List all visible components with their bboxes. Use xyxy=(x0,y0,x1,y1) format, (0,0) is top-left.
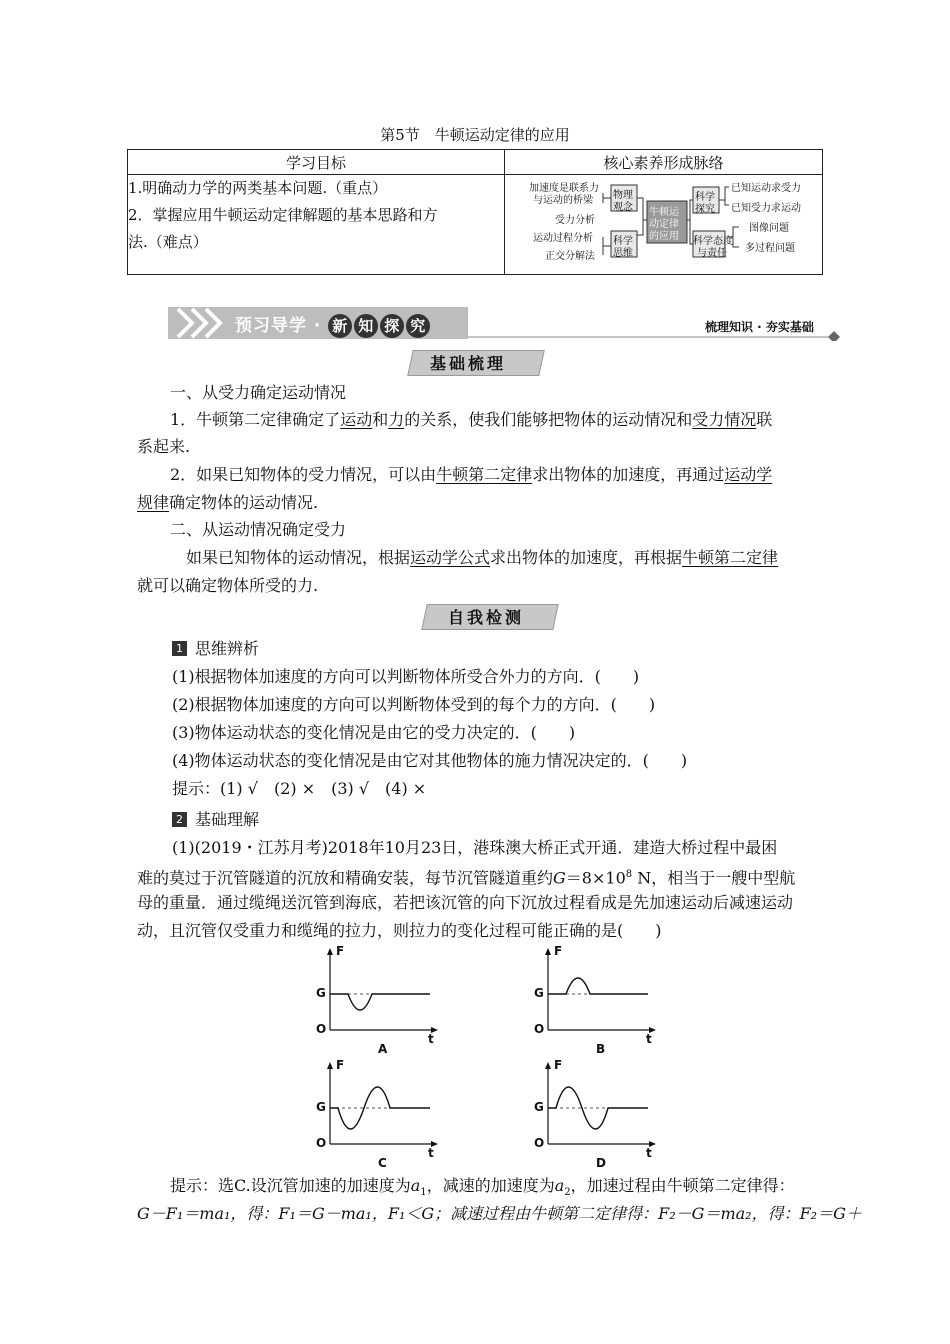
basics-p3 xyxy=(186,545,778,571)
banner-char-2: 知 xyxy=(354,314,378,338)
ans-a2: a xyxy=(554,1176,565,1195)
axis-t-label: t xyxy=(428,1032,434,1046)
p1-d: 联 xyxy=(756,410,773,429)
section-1-label: 思维辨析 xyxy=(195,639,260,658)
basics-heading: 基础梳理 xyxy=(430,354,507,373)
mm-phys2: 观念 xyxy=(613,202,633,213)
mm-r2: 已知受力求运动 xyxy=(731,203,801,214)
graph-plot xyxy=(320,946,450,1042)
section-2-label: 基础理解 xyxy=(195,810,260,829)
axis-t-label: t xyxy=(428,1146,434,1160)
graph-option-d xyxy=(534,1058,668,1172)
basics-h1: 一、从受力确定运动情况 xyxy=(170,383,347,402)
mm-attitude: 科学态度 xyxy=(693,236,733,247)
mm-motion: 运动过程分析 xyxy=(533,233,593,244)
goal-1: 1.明确动力学的两类基本问题.（重点） xyxy=(128,179,388,197)
basics-p2-end xyxy=(137,490,318,516)
p3-a: 如果已知物体的运动情况，根据 xyxy=(186,548,411,567)
ans-b: ，减速的加速度为 xyxy=(426,1176,555,1195)
option-label: C xyxy=(378,1156,387,1170)
mm-attitude2: 与责任 xyxy=(697,248,727,259)
graph-option-c xyxy=(316,1058,450,1172)
axis-f-label: F xyxy=(336,1058,345,1072)
goals-cell xyxy=(128,175,505,275)
mm-accel2: 与运动的桥梁 xyxy=(533,195,593,206)
mindmap-header: 核心素养形成脉络 xyxy=(505,150,823,175)
graph-plot xyxy=(538,946,668,1042)
axis-g-label: G xyxy=(534,1100,544,1114)
mm-think: 科学 xyxy=(613,236,633,247)
banner-char-4: 究 xyxy=(406,314,430,338)
hint-1: 提示：(1) √ (2) × (3) √ (4) × xyxy=(172,779,427,798)
basics-p2 xyxy=(170,462,772,488)
force-curve xyxy=(548,978,648,994)
section-2-title xyxy=(172,807,259,833)
problem-line-2 xyxy=(137,862,795,891)
banner-char-1: 新 xyxy=(328,314,352,338)
p2a: 难的莫过于沉管隧道的沉放和精确安装，每节沉管隧道重约 xyxy=(137,868,554,888)
option-label: B xyxy=(596,1042,606,1056)
problem-line-4: 动，且沉管仅受重力和缆绳的拉力，则拉力的变化过程可能正确的是( ) xyxy=(137,921,662,940)
axis-o-label: O xyxy=(316,1022,327,1036)
answer-line-2: G－F₁＝ma₁，得：F₁＝G－ma₁，F₁＜G；减速过程由牛顿第二定律得：F₂－G＝ma₂，得：F₂＝G＋ xyxy=(137,1204,862,1223)
y-axis-arrow xyxy=(545,1062,551,1069)
axis-g-label: G xyxy=(316,986,326,1000)
p2d: 8 xyxy=(625,869,633,880)
p2b: G xyxy=(553,868,566,888)
axis-t-label: t xyxy=(646,1032,652,1046)
mm-center1: 牛顿运 xyxy=(649,207,679,218)
p1-u3: 受力情况 xyxy=(692,410,757,429)
mm-center2: 动定律 xyxy=(649,219,679,230)
p2c: ＝8×10 xyxy=(565,868,626,888)
banner-char-3: 探 xyxy=(380,314,404,338)
basics-p1 xyxy=(170,407,772,433)
p1-u2: 力 xyxy=(388,410,405,429)
question-4: (4)物体运动状态的变化情况是由它对其他物体的施力情况决定的．( ) xyxy=(172,751,688,770)
basics-p1-end: 系起来. xyxy=(137,437,191,456)
p1-a: 1．牛顿第二定律确定了 xyxy=(170,410,341,429)
basics-h2: 二、从运动情况确定受力 xyxy=(170,520,347,539)
ans-a1s: 1 xyxy=(420,1187,427,1199)
p2-c: 确定物体的运动情况. xyxy=(169,493,319,512)
banner-right: 梳理知识 · 夯实基础 xyxy=(705,320,814,334)
option-label: D xyxy=(596,1156,606,1170)
ans-c: ，加速过程由牛顿第二定律得： xyxy=(570,1176,795,1195)
option-label: A xyxy=(378,1042,388,1056)
y-axis-arrow xyxy=(327,1062,333,1069)
ans-a: 提示：选C.设沉管加速的加速度为 xyxy=(170,1176,411,1195)
p1-b: 和 xyxy=(372,410,389,429)
mm-force: 受力分析 xyxy=(555,215,595,226)
section-2-number: 2 xyxy=(172,812,187,827)
p2-u3: 规律 xyxy=(137,493,170,512)
mm-center3: 的应用 xyxy=(649,231,679,242)
graph-plot xyxy=(320,1060,450,1156)
banner-left: 预习导学 · xyxy=(235,316,329,336)
axis-o-label: O xyxy=(316,1136,327,1150)
section-1-title xyxy=(172,636,259,662)
graph-plot xyxy=(538,1060,668,1156)
y-axis-arrow xyxy=(327,948,333,955)
question-3: (3)物体运动状态的变化情况是由它的受力决定的．( ) xyxy=(172,723,576,742)
section-title: 第5节 牛顿运动定律的应用 xyxy=(380,126,570,144)
p3-u1: 运动学公式 xyxy=(410,548,491,567)
goal-2b: 法.（难点） xyxy=(128,233,208,251)
mm-r1: 已知运动求受力 xyxy=(731,183,801,194)
banner-title xyxy=(235,311,432,338)
mm-r3: 图像问题 xyxy=(749,223,789,234)
axis-f-label: F xyxy=(554,1058,563,1072)
mm-ortho: 正交分解法 xyxy=(545,251,595,262)
question-2: (2)根据物体加速度的方向可以判断物体受到的每个力的方向．( ) xyxy=(172,695,656,714)
mm-explore2: 探究 xyxy=(695,204,715,215)
axis-o-label: O xyxy=(534,1136,545,1150)
p3-u2: 牛顿第二定律 xyxy=(682,548,779,567)
axis-o-label: O xyxy=(534,1022,545,1036)
force-curve xyxy=(330,994,430,1010)
p1-c: 的关系，使我们能够把物体的运动情况和 xyxy=(404,410,693,429)
p2-b: 求出物体的加速度，再通过 xyxy=(532,465,725,484)
mm-r4: 多过程问题 xyxy=(745,243,795,254)
section-1-number: 1 xyxy=(172,641,187,656)
p3-b: 求出物体的加速度，再根据 xyxy=(490,548,683,567)
ans-a1: a xyxy=(410,1176,421,1195)
graph-option-b xyxy=(534,944,668,1058)
axis-g-label: G xyxy=(316,1100,326,1114)
p2e: N，相当于一艘中型航 xyxy=(632,868,796,888)
basics-p3-end: 就可以确定物体所受的力. xyxy=(137,576,319,595)
problem-line-1: (1)(2019・江苏月考)2018年10月23日，港珠澳大桥正式开通．建造大桥过程中最困 xyxy=(172,838,778,857)
mm-accel: 加速度是联系力 xyxy=(529,183,599,194)
ans-a2s: 2 xyxy=(564,1187,571,1199)
axis-g-label: G xyxy=(534,986,544,1000)
mm-phys: 物理 xyxy=(613,190,633,201)
p1-u1: 运动 xyxy=(340,410,373,429)
goal-2a: 2．掌握应用牛顿运动定律解题的基本思路和方 xyxy=(128,206,438,224)
axis-f-label: F xyxy=(336,944,345,958)
graph-option-a xyxy=(316,944,450,1058)
question-1: (1)根据物体加速度的方向可以判断物体所受合外力的方向．( ) xyxy=(172,667,640,686)
mindmap-cell xyxy=(505,175,823,275)
axis-t-label: t xyxy=(646,1146,652,1160)
goals-header: 学习目标 xyxy=(128,150,505,175)
p2-u1: 牛顿第二定律 xyxy=(436,465,533,484)
axis-f-label: F xyxy=(554,944,563,958)
mm-explore: 科学 xyxy=(695,192,715,203)
y-axis-arrow xyxy=(545,948,551,955)
goals-table xyxy=(127,149,823,275)
selftest-heading: 自我检测 xyxy=(448,608,525,627)
p2-a: 2．如果已知物体的受力情况，可以由 xyxy=(170,465,437,484)
problem-line-3: 母的重量．通过缆绳送沉管到海底，若把该沉管的向下沉放过程看成是先加速运动后减速运动 xyxy=(137,893,794,912)
p2-u2: 运动学 xyxy=(724,465,773,484)
mm-think2: 思维 xyxy=(613,248,633,259)
